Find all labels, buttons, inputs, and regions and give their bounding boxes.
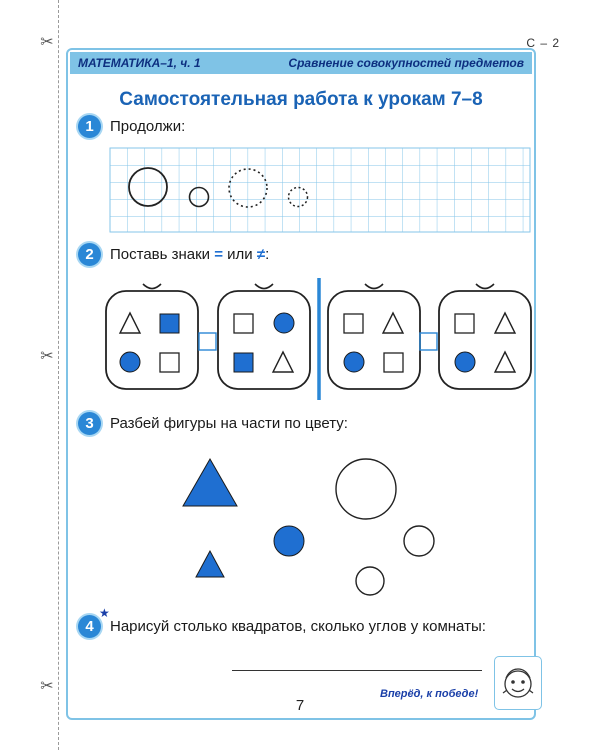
scissors-icon: ✂ — [40, 678, 54, 695]
blue-circle — [274, 526, 304, 556]
task2-text-start: Поставь знаки — [110, 246, 215, 263]
task-text-4: Нарисуй столько квадратов, сколько углов у комнаты: — [110, 618, 486, 635]
task-number-4: 4 — [78, 615, 101, 638]
task2-text-colon: : — [265, 246, 270, 263]
task-number-3: 3 — [78, 412, 101, 435]
task-text-3: Разбей фигуры на части по цвету: — [110, 415, 348, 432]
small-blue-triangle — [196, 551, 224, 577]
header-topic: Сравнение совокупностей предметов — [288, 56, 524, 70]
motto: Вперёд, к победе! — [380, 688, 479, 700]
answer-line[interactable] — [232, 670, 482, 671]
page-title: Самостоятельная работа к урокам 7–8 — [119, 89, 483, 110]
mascot-box — [494, 656, 542, 710]
scissors-icon: ✂ — [40, 348, 54, 365]
big-blue-triangle — [183, 459, 237, 506]
task-number-2: 2 — [78, 243, 101, 266]
big-white-circle — [336, 459, 396, 519]
task2-text-or: или — [223, 246, 257, 263]
medium-white-circle — [404, 526, 434, 556]
star-icon: ★ — [99, 606, 110, 620]
page-code: С – 2 — [526, 36, 560, 50]
header-subject: МАТЕМАТИКА–1, ч. 1 — [78, 56, 201, 70]
mascot-icon — [495, 657, 541, 709]
small-white-circle — [356, 567, 384, 595]
task-text-1: Продолжи: — [110, 118, 186, 135]
equal-sign: = — [214, 246, 223, 263]
scissors-icon: ✂ — [40, 34, 54, 51]
not-equal-sign: ≠ — [256, 246, 266, 263]
task-number-1: 1 — [78, 115, 101, 138]
page-number: 7 — [295, 697, 305, 714]
